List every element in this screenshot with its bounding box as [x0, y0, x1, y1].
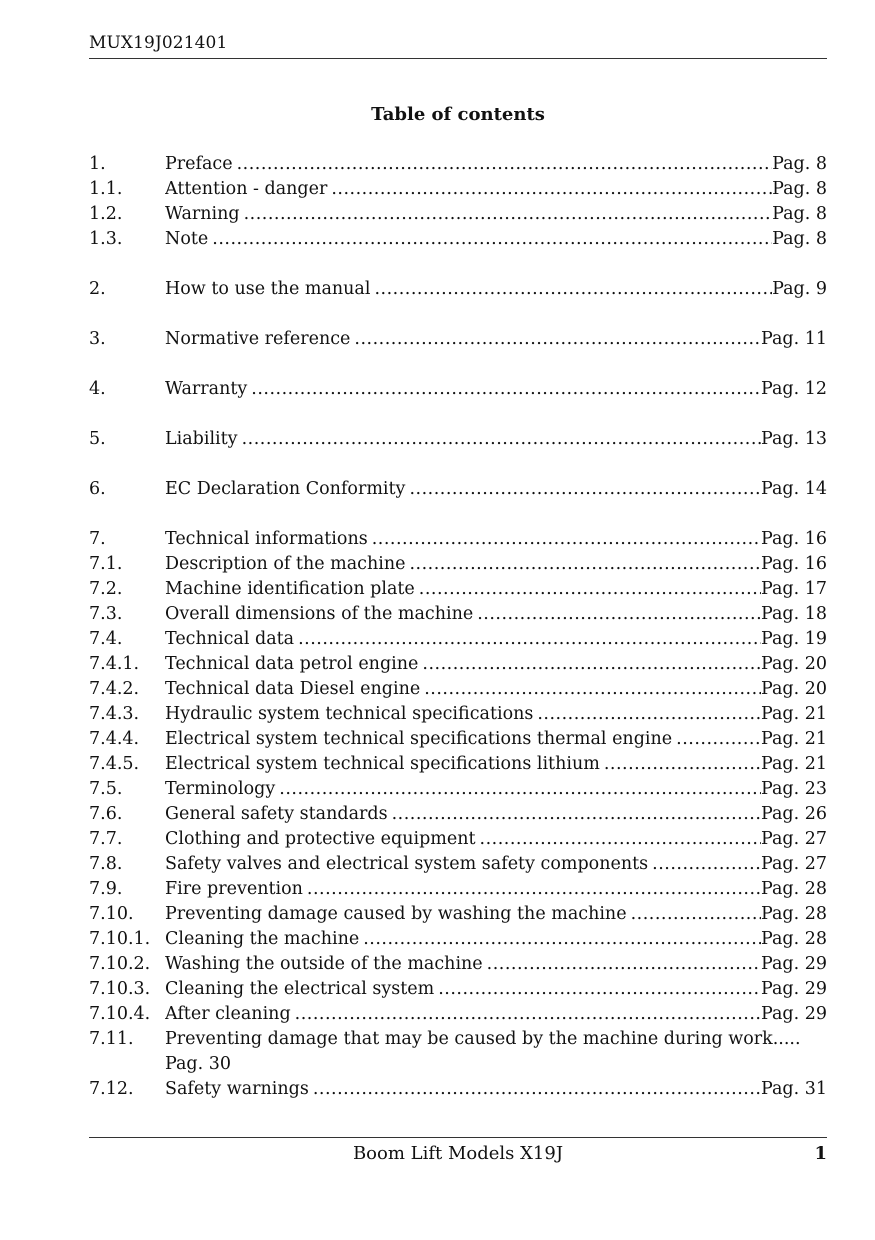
- toc-leader-dots: [372, 527, 761, 552]
- toc-entry-number: 7.8.: [89, 854, 123, 874]
- toc-entry-title: Electrical system technical specifications thermal engine: [165, 729, 673, 749]
- toc-entry-number: 7.4.2.: [89, 679, 140, 699]
- toc-entry: [89, 577, 827, 602]
- toc-entry-body: [165, 552, 827, 577]
- toc-entry-title: Technical data petrol engine: [165, 654, 419, 674]
- toc-entry-number: 7.11.: [89, 1029, 134, 1049]
- toc-entry: [89, 677, 827, 702]
- toc-entry-title: Attention - danger: [165, 179, 328, 199]
- toc-leader-dots: [652, 852, 761, 877]
- toc-leader-dots: [424, 677, 761, 702]
- toc-entry: [89, 777, 827, 802]
- toc-entry-title: Overall dimensions of the machine: [165, 604, 474, 624]
- toc-entry: [89, 277, 827, 302]
- toc-leader-dots: [631, 902, 761, 927]
- toc-entry-page: Pag. 31: [760, 1079, 827, 1099]
- toc-entry-body: [165, 777, 827, 802]
- toc-entry-title: Warning: [165, 204, 240, 224]
- toc-entry-number: 7.10.2.: [89, 954, 151, 974]
- toc-entry: [89, 377, 827, 402]
- toc-entry-number: 7.4.3.: [89, 704, 140, 724]
- toc-entry-number: 3.: [89, 329, 106, 349]
- toc-entry: [89, 477, 827, 502]
- toc-entry-page: Pag. 28: [760, 879, 827, 899]
- toc-entry: [89, 227, 827, 252]
- toc-heading: Table of contents: [371, 104, 545, 125]
- toc-entry-body: [165, 652, 827, 677]
- toc-entry-body: [165, 802, 827, 827]
- toc-leader-dots: [409, 552, 761, 577]
- toc-entry-number: 7.4.: [89, 629, 123, 649]
- document-code: MUX19J021401: [89, 33, 228, 53]
- toc-entry-title: General safety standards: [165, 804, 388, 824]
- toc-entry-number: 7.1.: [89, 554, 123, 574]
- page-number: 1: [814, 1143, 827, 1164]
- toc-entry: [89, 952, 827, 977]
- toc-entry-title: Warranty: [165, 379, 248, 399]
- toc-entry-page: Pag. 20: [760, 679, 827, 699]
- toc-entry-number: 7.10.4.: [89, 1004, 151, 1024]
- toc-entry-body: [165, 152, 827, 177]
- toc-entry-body: [165, 877, 827, 902]
- toc-leader-dots: [313, 1077, 761, 1102]
- toc-entry-number: 7.3.: [89, 604, 123, 624]
- toc-entry-number: 7.6.: [89, 804, 123, 824]
- toc-entry-body: [165, 827, 827, 852]
- toc-leader-dots: [419, 577, 761, 602]
- toc-entry: [89, 202, 827, 227]
- header-divider: [89, 58, 827, 59]
- toc-entry-body: [165, 177, 827, 202]
- toc-entry: [89, 552, 827, 577]
- toc-entry-number: 7.10.: [89, 904, 134, 924]
- toc-entry-page: Pag. 28: [760, 904, 827, 924]
- toc-entry-number: 7.4.5.: [89, 754, 140, 774]
- toc-leader-dots: [244, 202, 773, 227]
- toc-entry-number: 6.: [89, 479, 106, 499]
- toc-entry-page: Pag. 21: [760, 704, 827, 724]
- toc-entry-title: Note: [165, 229, 209, 249]
- toc-leader-dots: [354, 327, 761, 352]
- toc-entry: [89, 152, 827, 177]
- toc-leader-dots: [480, 827, 761, 852]
- toc-entry-body: [165, 752, 827, 777]
- toc-entry-body: [165, 902, 827, 927]
- toc-entry-page: Pag. 8: [772, 229, 827, 249]
- toc-entry-body: [165, 527, 827, 552]
- toc-entry-page: Pag. 8: [772, 204, 827, 224]
- toc-entry-body: [165, 1027, 827, 1052]
- toc-entry-body: [165, 677, 827, 702]
- toc-entry-body: [165, 727, 827, 752]
- toc-entry-title: Machine identification plate: [165, 579, 415, 599]
- footer-divider: [89, 1137, 827, 1138]
- toc-entry-body: [165, 952, 827, 977]
- toc-entry: [89, 702, 827, 727]
- toc-leader-dots: [487, 952, 761, 977]
- toc-leader-dots: [279, 777, 761, 802]
- toc-entry-body: [165, 927, 827, 952]
- toc-leader-dots: [392, 802, 761, 827]
- toc-entry-body: [165, 602, 827, 627]
- toc-entry-body: [165, 277, 827, 302]
- toc-entry: [89, 602, 827, 627]
- toc-entry-number: 7.4.1.: [89, 654, 140, 674]
- toc-entry-body: [165, 852, 827, 877]
- toc-entry: [89, 877, 827, 902]
- toc-entry-number: 7.5.: [89, 779, 123, 799]
- toc-entry-title: Description of the machine: [165, 554, 406, 574]
- toc-entry-body: [165, 977, 827, 1002]
- toc-entry: [89, 1002, 827, 1027]
- toc-entry-page: Pag. 29: [760, 1004, 827, 1024]
- toc-entry-title: Preventing damage caused by washing the machine: [165, 904, 627, 924]
- toc-entry-number: 7.2.: [89, 579, 123, 599]
- toc-leader-dots: [409, 477, 761, 502]
- toc-entry: [89, 652, 827, 677]
- toc-leader-dots: [363, 927, 761, 952]
- toc-entry-page: Pag. 18: [760, 604, 827, 624]
- toc-entry-title: Technical data: [165, 629, 295, 649]
- toc-entry-number: 7.10.3.: [89, 979, 151, 999]
- toc-entry: [89, 427, 827, 452]
- footer-title: Boom Lift Models X19J: [352, 1143, 564, 1164]
- toc-entry-number: 5.: [89, 429, 106, 449]
- toc-entry-number: 1.: [89, 154, 106, 174]
- toc-entry-page: Pag. 19: [760, 629, 827, 649]
- toc-entry-title: Preface: [165, 154, 233, 174]
- toc-leader-dots: [242, 427, 761, 452]
- toc-entry-body: [165, 227, 827, 252]
- toc-entry-title: Technical informations: [165, 529, 368, 549]
- toc-entry-title: Fire prevention: [165, 879, 303, 899]
- toc-entry-number: 1.2.: [89, 204, 123, 224]
- toc-entry-body: [165, 1002, 827, 1027]
- toc-entry-title: EC Declaration Conformity: [165, 479, 406, 499]
- toc-entry: [89, 527, 827, 552]
- toc-entry-number: 4.: [89, 379, 106, 399]
- toc-entry-page: Pag. 27: [760, 829, 827, 849]
- toc-entry-body: [165, 577, 827, 602]
- toc-entry-body: [165, 377, 827, 402]
- toc-entry-page: Pag. 30: [165, 1054, 232, 1074]
- toc-entry: [89, 1077, 827, 1102]
- toc-entry-body: [165, 1077, 827, 1102]
- toc-entry: [89, 977, 827, 1002]
- toc-entry: [89, 802, 827, 827]
- toc-entry-title: Cleaning the electrical system: [165, 979, 435, 999]
- toc-entry-page: Pag. 9: [772, 279, 827, 299]
- toc-entry-page: Pag. 26: [760, 804, 827, 824]
- toc-leader-dots: [251, 377, 761, 402]
- toc-entry-title: Washing the outside of the machine: [165, 954, 483, 974]
- toc-entry-body: [165, 427, 827, 452]
- toc-entry-number: 7.: [89, 529, 106, 549]
- toc-leader-dots: [295, 1002, 761, 1027]
- toc-entry-page: Pag. 14: [760, 479, 827, 499]
- toc-entry-number: 7.4.4.: [89, 729, 140, 749]
- toc-entry-title: After cleaning: [165, 1004, 291, 1024]
- toc-entry-page: Pag. 17: [760, 579, 827, 599]
- toc-entry: [89, 177, 827, 202]
- toc-entry-number: 7.10.1.: [89, 929, 151, 949]
- toc-entry-body: [165, 627, 827, 652]
- toc-entry-page: Pag. 29: [760, 954, 827, 974]
- toc-entry-page: Pag. 28: [760, 929, 827, 949]
- toc-entry-title: Hydraulic system technical specifications: [165, 704, 534, 724]
- toc-entry-page: Pag. 29: [760, 979, 827, 999]
- toc-entry-page: Pag. 11: [760, 329, 827, 349]
- toc-entry-page: Pag. 21: [760, 754, 827, 774]
- toc-entry: [89, 1027, 827, 1052]
- toc-entry-page: Pag. 8: [772, 179, 827, 199]
- toc-entry-number: 1.1.: [89, 179, 123, 199]
- table-of-contents: [89, 152, 827, 1102]
- toc-entry-page: Pag. 16: [760, 529, 827, 549]
- toc-entry: [89, 327, 827, 352]
- toc-entry-number: 7.7.: [89, 829, 123, 849]
- toc-leader-dots: [604, 752, 761, 777]
- toc-entry-title: How to use the manual: [165, 279, 371, 299]
- toc-entry-number: 7.9.: [89, 879, 123, 899]
- toc-entry-title: Clothing and protective equipment: [165, 829, 476, 849]
- toc-entry-page: Pag. 12: [760, 379, 827, 399]
- toc-entry-title: Safety warnings: [165, 1079, 309, 1099]
- toc-entry-number: 7.12.: [89, 1079, 134, 1099]
- toc-entry-title: Normative reference: [165, 329, 351, 349]
- toc-entry-title: Safety valves and electrical system safety components: [165, 854, 649, 874]
- toc-entry-title: Liability: [165, 429, 238, 449]
- toc-entry: [89, 902, 827, 927]
- toc-entry-page: Pag. 8: [772, 154, 827, 174]
- toc-entry-page: Pag. 23: [760, 779, 827, 799]
- toc-entry-page: Pag. 21: [760, 729, 827, 749]
- toc-entry-title: Terminology: [165, 779, 276, 799]
- toc-leader-dots: [331, 177, 772, 202]
- toc-entry-number: 2.: [89, 279, 106, 299]
- toc-entry-number: 1.3.: [89, 229, 123, 249]
- toc-entry: [89, 927, 827, 952]
- toc-leader-dots: [438, 977, 761, 1002]
- toc-entry: [89, 727, 827, 752]
- toc-entry: [89, 852, 827, 877]
- toc-leader-dots: [237, 152, 773, 177]
- toc-entry-page: Pag. 20: [760, 654, 827, 674]
- toc-entry: [89, 752, 827, 777]
- toc-entry-continuation: [89, 1052, 827, 1077]
- toc-entry-body: [165, 327, 827, 352]
- toc-leader-dots: [422, 652, 761, 677]
- toc-entry-body: [165, 702, 827, 727]
- toc-leader-dots: [307, 877, 761, 902]
- toc-entry-body: [165, 202, 827, 227]
- toc-entry-title: Preventing damage that may be caused by the machine during work.....: [165, 1029, 801, 1049]
- toc-entry-body: [165, 477, 827, 502]
- toc-leader-dots: [537, 702, 761, 727]
- toc-leader-dots: [298, 627, 761, 652]
- toc-entry-title: Electrical system technical specifications lithium: [165, 754, 600, 774]
- toc-entry-title: Cleaning the machine: [165, 929, 360, 949]
- toc-entry: [89, 627, 827, 652]
- toc-entry-title: Technical data Diesel engine: [165, 679, 421, 699]
- toc-leader-dots: [676, 727, 761, 752]
- toc-entry-page: Pag. 27: [760, 854, 827, 874]
- toc-entry-page: Pag. 16: [760, 554, 827, 574]
- toc-leader-dots: [212, 227, 772, 252]
- toc-leader-dots: [477, 602, 761, 627]
- toc-entry-page: Pag. 13: [760, 429, 827, 449]
- toc-entry: [89, 827, 827, 852]
- toc-leader-dots: [374, 277, 772, 302]
